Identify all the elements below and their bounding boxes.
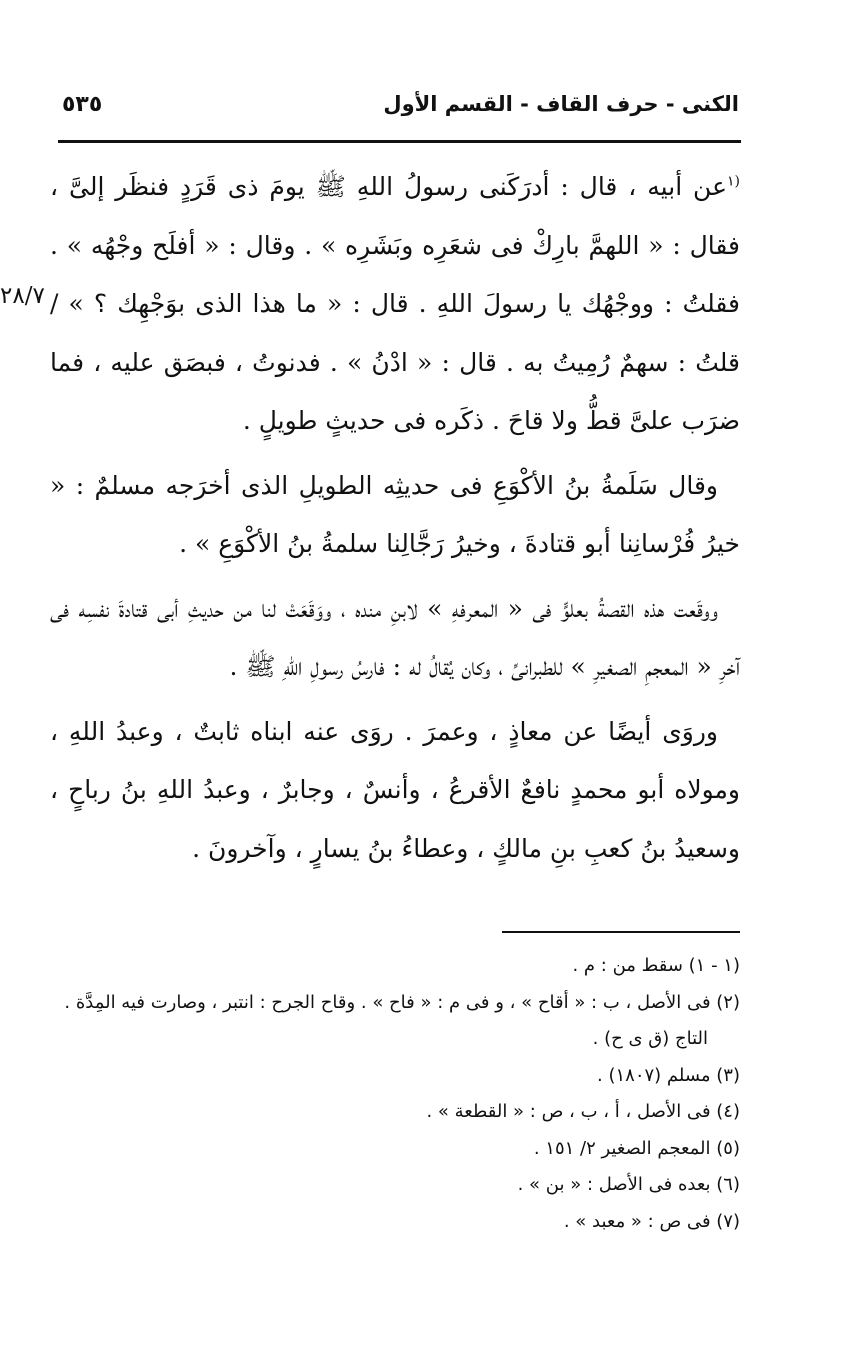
page-header <box>58 92 741 124</box>
footnote-text: (٧) فى ص : « معبد » . <box>563 1210 740 1232</box>
footnote-text: (٤) فى الأصل ، أ ، ب ، ص : « القطعة » . <box>426 1101 740 1122</box>
running-head: الكنى - حرف القاف - القسم الأول <box>383 92 739 116</box>
header-rule <box>58 140 741 143</box>
footnotes <box>50 948 740 1240</box>
footnote-marker: (١ <box>727 173 740 190</box>
body-text <box>50 158 740 884</box>
paragraph-text: عن أبيه ، قال : أدرَكَنى رسولُ اللهِ ﷺ يومَ ذى قَرَدٍ فنظَر إلىَّ ، فقال : « اللهمَّ بارِكْ فى شعَرِه وبَشَرِه » . وقال : « أفلَح وجْهُه » . فقلتُ : ووجْهُك يا رسولَ اللهِ . قال : « ما هذا الذى بوَجْهِك ؟ » /قلتُ : سهمٌ رُمِيتُ به . قال : « ادْنُ » . فدنوتُ ، فبصَق عليه ، فما ضرَب علىَّ قطُّ ولا قاحَ . ذكَره فى حديثٍ طويلٍ . <box>50 172 740 435</box>
footnote-text: (٦) بعده فى الأصل : « بن » . <box>517 1174 740 1195</box>
footnote-rule <box>502 931 740 933</box>
page-number: ٥٣٥ <box>62 92 103 117</box>
footnote-text: (٢) فى الأصل ، ب : « أقاح » ، و فى م : « فاح » . وقاح الجرح : انتبر ، وصارت فيه المِدَّة . <box>64 991 740 1013</box>
footnote <box>50 1204 740 1241</box>
footnote-text: (٥) المعجم الصغير ٢/ ١٥١ . <box>533 1137 740 1159</box>
footnote <box>50 1094 740 1131</box>
footnote <box>50 1131 740 1168</box>
footnote-text: (٣) مسلم (١٨٠٧) . <box>597 1064 740 1086</box>
margin-note: ٢٨/٧ <box>0 283 45 309</box>
paragraph-text: وروَى أيضًا عن معاذٍ ، وعمرَ . روَى عنه ابناه ثابتٌ ، وعبدُ اللهِ ، ومولاه أبو محمدٍ نافعٌ الأقرعُ ، وأنسٌ ، وجابرٌ ، وعبدُ اللهِ بنُ رباحٍ ، وسعيدُ بنُ كعبِ بنِ مالكٍ ، وعطاءُ بنُ يسارٍ ، وآخرونَ . <box>50 716 740 863</box>
paragraph <box>50 580 740 697</box>
paragraph <box>50 703 740 879</box>
footnote-text: (١ - ١) سقط من : م . <box>572 955 740 976</box>
footnote <box>50 1167 740 1204</box>
paragraph-text: وقال سَلَمةُ بنُ الأكْوَعِ فى حديثِه الطويلِ الذى أخرَجه مسلمٌ : « خيرُ فُرْسانِنا أبو قتادةَ ، وخيرُ رَجَّالِنا سلمةُ بنُ الأكْوَعِ » . <box>50 470 740 558</box>
paragraph <box>50 457 740 574</box>
paragraph <box>50 158 740 451</box>
footnote <box>50 1058 740 1095</box>
footnote <box>50 948 740 985</box>
paragraph-text: ووقَعت هذه القصةُ بعلوٍّ فى « المعرفهِ » لابنِ منده ، ووَقَعَتْ لنا من حديثِ أبى قتادةَ نفسِه فى آخرِ « المعجمِ الصغيرِ » للطبرانىِّ ، وكان يُقالُ له : فارسُ رسولِ اللهِ ﷺ . <box>50 593 740 681</box>
footnote-continuation: التاج (ق ى ح) . <box>592 1028 708 1049</box>
footnote <box>50 985 740 1058</box>
